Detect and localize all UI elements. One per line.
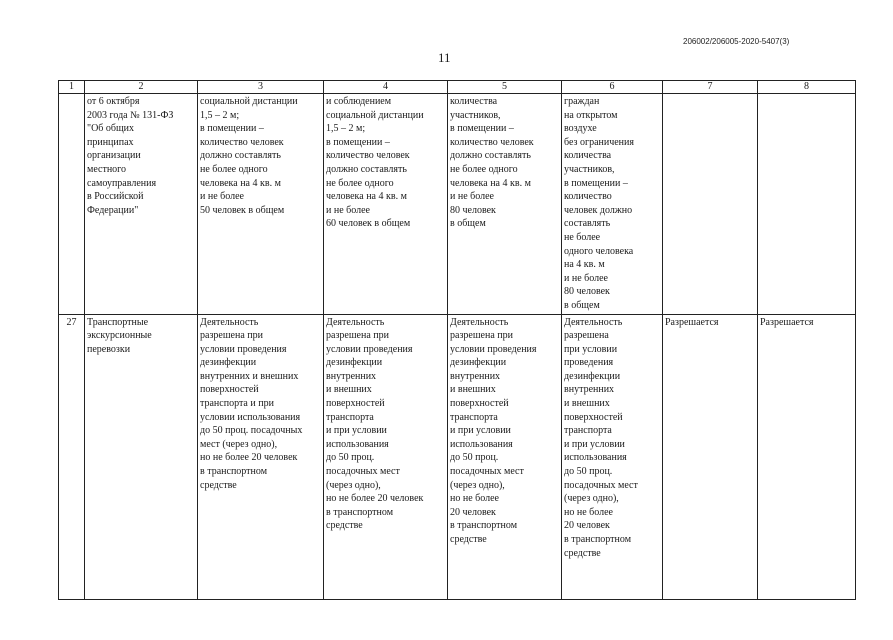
column-header: 8 [758, 81, 856, 94]
table-cell: Разрешается [663, 314, 758, 599]
table-cell [663, 94, 758, 315]
column-header: 1 [59, 81, 85, 94]
table-cell: Деятельность разрешена при условии проведения дезинфекции внутренних и внешних поверхностей транспорта и при условии использования до 50 проц. посадочных мест (через одно), но не более 20 человек в транспортном средстве [198, 314, 324, 599]
row-number-cell [59, 94, 85, 315]
column-header: 3 [198, 81, 324, 94]
table-row [59, 314, 856, 599]
table-cell: Разрешается [758, 314, 856, 599]
column-header: 7 [663, 81, 758, 94]
activity-cell: от 6 октября 2003 года № 131-ФЗ "Об общих принципах организации местного самоуправления в Российской Федерации" [85, 94, 198, 315]
row-number-cell: 27 [59, 314, 85, 599]
column-header: 6 [562, 81, 663, 94]
table-row [59, 94, 856, 315]
table-cell: Деятельность разрешена при условии проведения дезинфекции внутренних и внешних поверхностей транспорта и при условии использования до 50 проц. посадочных мест (через одно), но не более 20 человек в транспортном средстве [448, 314, 562, 599]
table-cell: и соблюдением социальной дистанции 1,5 – 2 м; в помещении – количество человек должно составлять не более одного человека на 4 кв. м и не более 60 человек в общем [324, 94, 448, 315]
column-header: 4 [324, 81, 448, 94]
column-header: 2 [85, 81, 198, 94]
activity-cell: Транспортные экскурсионные перевозки [85, 314, 198, 599]
table-cell: количества участников, в помещении – количество человек должно составлять не более одного человека на 4 кв. м и не более 80 человек в общем [448, 94, 562, 315]
page-number: 11 [438, 50, 451, 65]
table-cell: Деятельность разрешена при условии проведения дезинфекции внутренних и внешних поверхностей транспорта и при условии использования до 50 проц. посадочных мест (через одно), но не более 20 человек в транспортном средстве [562, 314, 663, 599]
regulations-table [58, 80, 856, 600]
column-header: 5 [448, 81, 562, 94]
document-code: 206002/206005-2020-5407(3) [683, 37, 790, 46]
table-cell: Деятельность разрешена при условии проведения дезинфекции внутренних и внешних поверхностей транспорта и при условии использования до 50 проц. посадочных мест (через одно), но не более 20 человек в транспортном средстве [324, 314, 448, 599]
table-cell [758, 94, 856, 315]
table-cell: граждан на открытом воздухе без ограничения количества участников, в помещении – количество человек должно составлять не более одного человека на 4 кв. м и не более 80 человек в общем [562, 94, 663, 315]
table-header-row [59, 81, 856, 94]
table-cell: социальной дистанции 1,5 – 2 м; в помещении – количество человек должно составлять не более одного человека на 4 кв. м и не более 50 человек в общем [198, 94, 324, 315]
